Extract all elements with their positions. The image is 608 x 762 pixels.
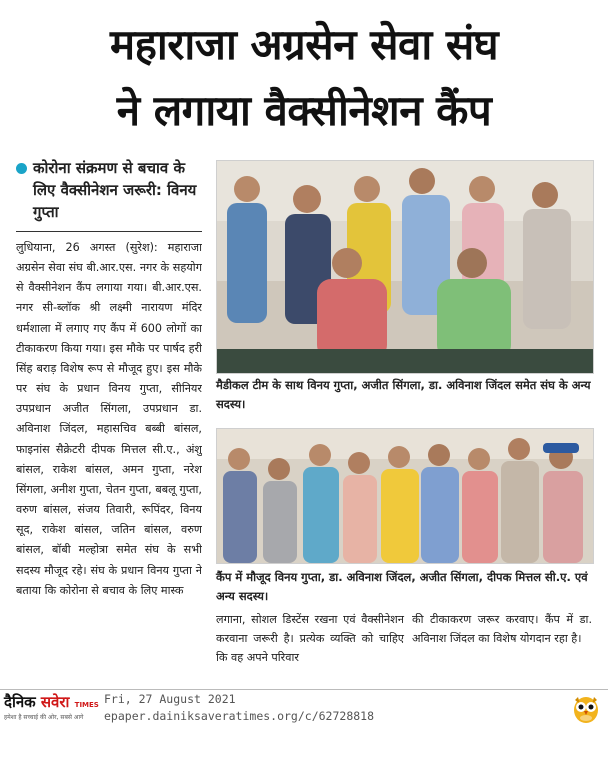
photo-members-image bbox=[217, 429, 593, 563]
article-column-3: की टीकाकरण जरूर करवाए। कैंप में डा. अविनाश जिंदल का विशेष योगदान रहा है। bbox=[412, 613, 592, 645]
photo-medical-team bbox=[216, 160, 594, 374]
logo-text-part-1: दैनिक bbox=[4, 693, 41, 711]
headline bbox=[0, 0, 608, 155]
edition-date: Fri, 27 August 2021 bbox=[104, 692, 236, 706]
photo-members-caption: कैंप में मौजूद विनय गुप्ता, डा. अविनाश जिंदल, अजीत सिंगला, दीपक मित्तल सी.ए. एवं अन्य सदस्य। bbox=[216, 570, 588, 603]
epaper-url[interactable]: epaper.dainiksaveratimes.org/c/62728818 bbox=[104, 709, 375, 723]
footer-meta bbox=[104, 691, 374, 725]
photo-members bbox=[216, 428, 594, 564]
headline-line-2: ने लगाया वैक्सीनेशन कैंप bbox=[116, 85, 492, 135]
logo-suffix: TIMES bbox=[74, 701, 99, 709]
logo-tagline: हमेशा है सच्चाई की ओर, सबसे आगे bbox=[4, 714, 84, 721]
photo-medical-team-image bbox=[217, 161, 593, 373]
article-column bbox=[16, 157, 202, 762]
subheadline bbox=[16, 157, 202, 223]
article-column-2: लगाना, सोशल डिस्टेंस रखना एवं वैक्सीनेशन करवाना जरूरी है। प्रत्येक व्यक्ति को चाहिए कि वह अपने परिवार bbox=[216, 613, 404, 664]
headline-line-1: महाराजा अग्रसेन सेवा संघ bbox=[109, 19, 499, 69]
article-body: लुधियाना, 26 अगस्त (सुरेश): महाराजा अग्रसेन सेवा संघ बी.आर.एस. नगर के सहयोग से वैक्सीनेशन कैंप लगाया गया। बी.आर.एस. नगर सी-ब्लॉक श्री लक्ष्मी नारायण मंदिर धर्मशाला में लगाए गए कैंप में 600 लोगों का टीकाकरण किया गया। इस मौके पर पार्षद हरी सिंह बराड़ विशेष रूप से मौजूद हुए। इस मौके पर संघ के प्रधान विनय गुप्ता, सीनियर उपप्रधान अजीत सिंगला, उपप्रधान डा. अविनाश जिंदल, महासचिव बब्बी बांसल, फाइनांस सैक्रेटरी दीपक मित्तल सी.ए., अंशु बांसल, राकेश बांसल, अमन गुप्ता, नरेश सिंगला, अनीश गुप्ता, चेतन गुप्ता, बबलू गुप्ता, वरुण बांसल, संजय तिवारी, रूपिंदर, विनय सूद, राकेश बांसल, जतिन बांसल, वरुण बांसल, बॉबी मल्होत्रा समेत संघ के सभी सदस्य मौजूद रहे। संघ के प्रधान विनय गुप्ता ने बताया कि कोरोना से बचाव के लिए मास्क bbox=[16, 241, 202, 597]
owl-icon bbox=[570, 692, 602, 724]
photo-medical-team-caption: मैडीकल टीम के साथ विनय गुप्ता, अजीत सिंगला, डा. अविनाश जिंदल समेत संघ के अन्य सदस्य। bbox=[216, 378, 591, 411]
divider bbox=[16, 231, 202, 232]
newspaper-logo bbox=[4, 692, 100, 724]
bullet-icon bbox=[16, 163, 27, 174]
footer bbox=[0, 690, 608, 727]
subheadline-text: कोरोना संक्रमण से बचाव के लिए वैक्सीनेशन जरूरी: विनय गुप्ता bbox=[33, 159, 197, 221]
logo-text-part-2: सवेरा bbox=[40, 693, 70, 711]
